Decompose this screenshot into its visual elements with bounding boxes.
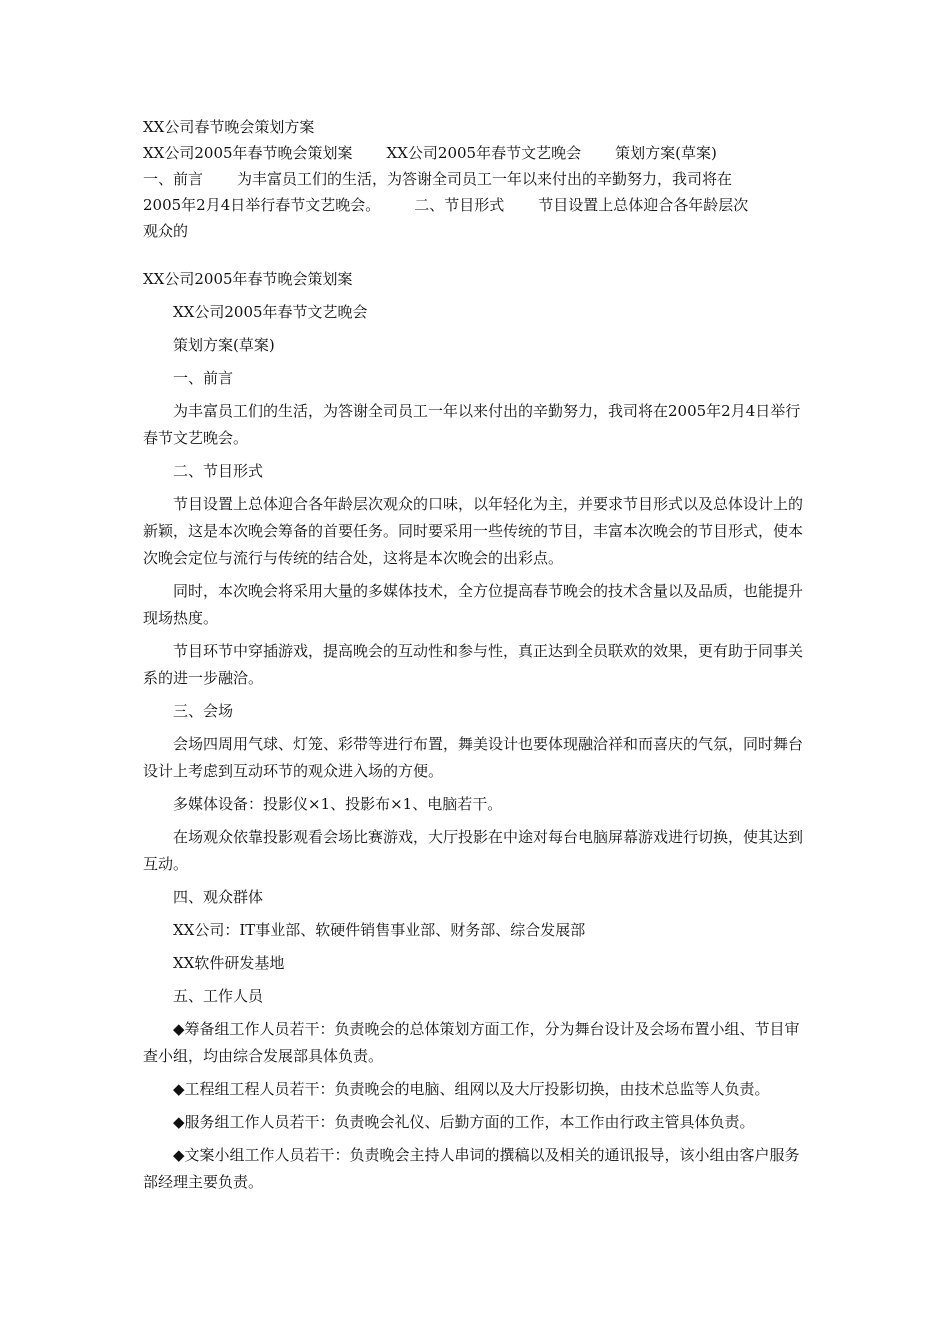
summary-text: 策划方案(草案) xyxy=(615,144,717,162)
section-heading: 五、工作人员 xyxy=(173,987,264,1005)
summary-title: XX公司春节晚会策划方案 xyxy=(143,118,315,136)
paragraph: 同时，本次晚会将采用大量的多媒体技术，全方位提高春节晚会的技术含量以及品质，也能提升现场热度。 xyxy=(143,582,804,627)
summary-line-5 xyxy=(143,218,813,244)
summary-text: 二、节目形式 xyxy=(414,196,505,214)
paragraph: 在场观众依靠投影观看会场比赛游戏，大厅投影在中途对每台电脑屏幕游戏进行切换，使其达到互动。 xyxy=(143,828,804,873)
paragraph: XX公司：IT事业部、软硬件销售事业部、财务部、综合发展部 xyxy=(173,921,586,939)
paragraph: 为丰富员工们的生活，为答谢全司员工一年以来付出的辛勤努力，我司将在2005年2月4日举行春节文艺晚会。 xyxy=(143,402,801,447)
summary-text: 一、前言 xyxy=(143,170,204,188)
summary-line-2 xyxy=(143,140,813,166)
section-heading: 一、前言 xyxy=(173,369,234,387)
summary-text: 观众的 xyxy=(143,222,189,240)
summary-text: 为丰富员工们的生活，为答谢全司员工一年以来付出的辛勤努力，我司将在 xyxy=(237,170,733,188)
document-summary xyxy=(143,114,813,244)
list-item: ◆筹备组工作人员若干：负责晚会的总体策划方面工作，分为舞台设计及会场布置小组、节目审查小组，均由综合发展部具体负责。 xyxy=(143,1020,800,1065)
paragraph: 节目环节中穿插游戏，提高晚会的互动性和参与性，真正达到全员联欢的效果，更有助于同事关系的进一步融洽。 xyxy=(143,642,804,687)
section-heading: 四、观众群体 xyxy=(173,888,264,906)
list-item: ◆工程组工程人员若干：负责晚会的电脑、组网以及大厅投影切换，由技术总监等人负责。 xyxy=(173,1080,770,1098)
list-item: ◆服务组工作人员若干：负责晚会礼仪、后勤方面的工作，本工作由行政主管具体负责。 xyxy=(173,1113,755,1131)
summary-text: 节目设置上总体迎合各年龄层次 xyxy=(538,196,749,214)
summary-text: XX公司2005年春节晚会策划案 xyxy=(143,144,353,162)
summary-text: XX公司2005年春节文艺晚会 xyxy=(386,144,582,162)
doc-subtitle: XX公司2005年春节文艺晚会 xyxy=(173,303,368,321)
paragraph: 会场四周用气球、灯笼、彩带等进行布置，舞美设计也要体现融洽祥和而喜庆的气氛，同时舞台设计上考虑到互动环节的观众进入场的方便。 xyxy=(143,735,804,780)
list-item: ◆文案小组工作人员若干：负责晚会主持人串词的撰稿以及相关的通讯报导，该小组由客户服务部经理主要负责。 xyxy=(143,1146,800,1191)
paragraph: 多媒体设备：投影仪×1、投影布×1、电脑若干。 xyxy=(173,795,503,813)
summary-line-1 xyxy=(143,114,813,140)
document-body xyxy=(143,266,811,1202)
section-heading: 二、节目形式 xyxy=(173,462,264,480)
summary-line-4 xyxy=(143,192,813,218)
doc-title: XX公司2005年春节晚会策划案 xyxy=(143,270,353,288)
paragraph: 节目设置上总体迎合各年龄层次观众的口味，以年轻化为主，并要求节目形式以及总体设计上的新颖，这是本次晚会筹备的首要任务。同时要采用一些传统的节目，丰富本次晚会的节目形式，使本次晚会定位与流行与传统的结合处，这将是本次晚会的出彩点。 xyxy=(143,495,804,567)
doc-subtitle: 策划方案(草案) xyxy=(173,336,275,354)
summary-line-3 xyxy=(143,166,813,192)
paragraph: XX软件研发基地 xyxy=(173,954,285,972)
summary-text: 2005年2月4日举行春节文艺晚会。 xyxy=(143,196,381,214)
section-heading: 三、会场 xyxy=(173,702,234,720)
